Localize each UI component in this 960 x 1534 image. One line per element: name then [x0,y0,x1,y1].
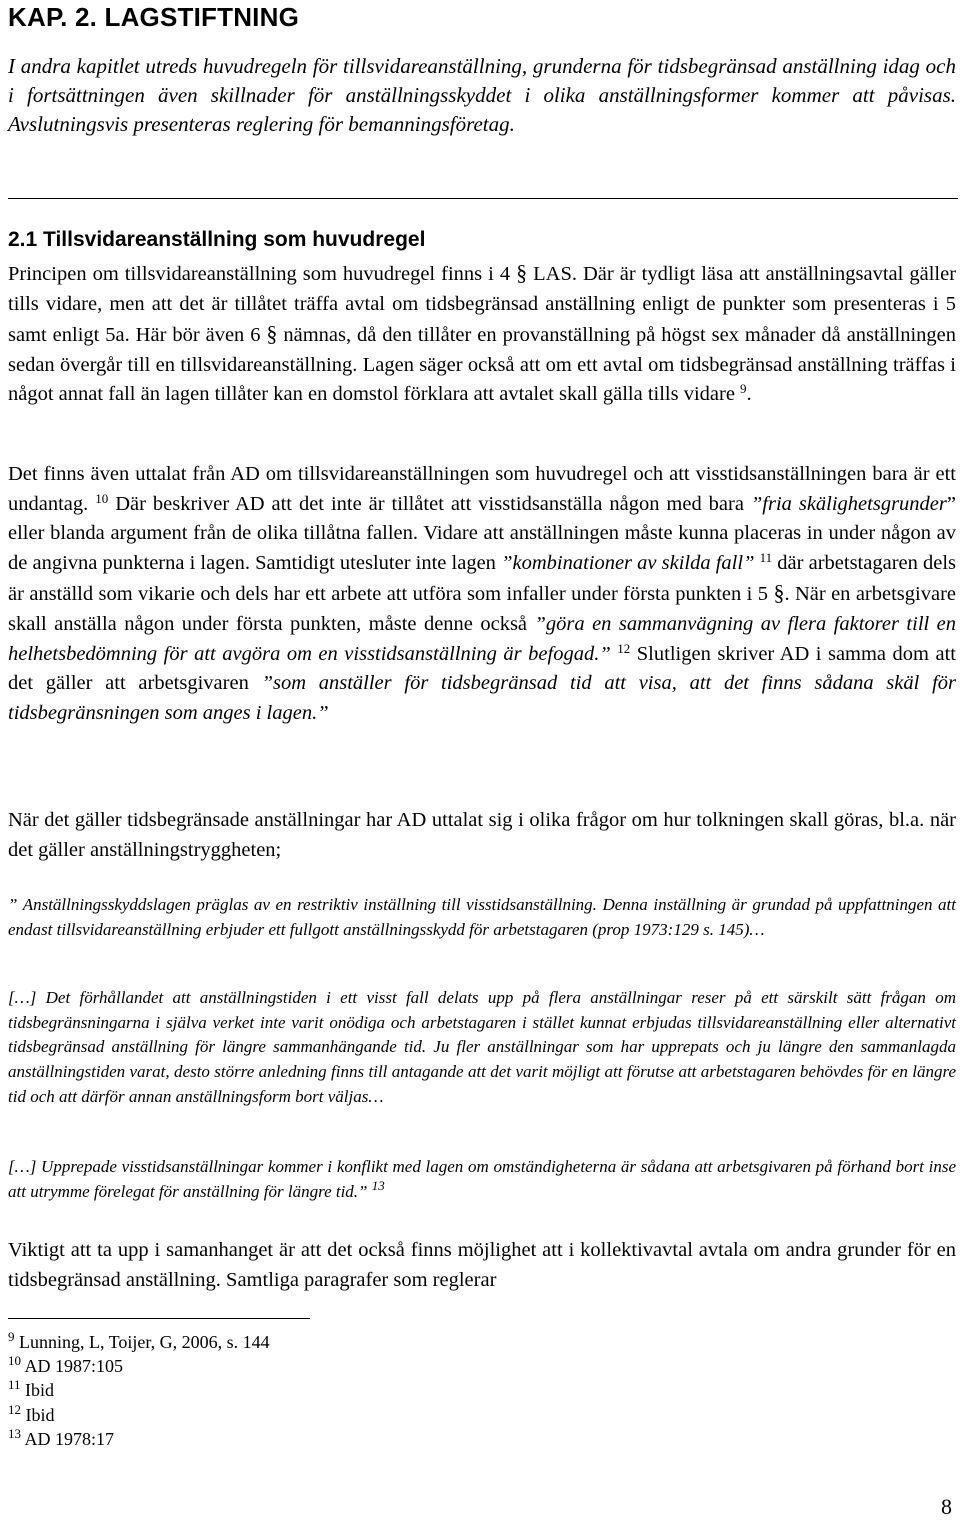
p1-end: . [746,383,752,406]
footnote-text: AD 1978:17 [24,1428,115,1449]
footnote-text: AD 1987:105 [24,1356,124,1377]
footnote-ref-10: 10 [95,490,109,506]
chapter-intro: I andra kapitlet utreds huvudregeln för tillsvidareanställning, grunderna för tidsbegränsad anställning idag och i fortsättningen även skillnader för anställningsskyddet i olika anställningsformer kommer att påvisas. Avslutningsvis presenteras reglering för bemanningsföretag. [8,54,956,136]
footnote-text: Lunning, L, Toijer, G, 2006, s. 144 [19,1332,270,1352]
footnote-number: 10 [8,1353,21,1369]
footnotes [8,1330,270,1451]
footnote [8,1330,270,1354]
footnote-ref-12: 12 [617,640,631,656]
paragraph-ad-statement [8,460,956,728]
p2-text-c: ” eller blanda argument från de olika tillåtna fallen. Vidare att anställningen måste kunna placeras in under någon av de angivna punkterna i lagen. Samtidigt utesluter inte lagen [8,492,956,574]
footnote-separator [8,1318,310,1319]
footnote [8,1403,270,1427]
p2-text-f: Slutligen skriver AD i samma dom att det gäller att arbetsgivaren [8,642,956,695]
footnote-number: 12 [8,1401,21,1417]
p2-quote-kombinationer: ”kombinationer av skilda fall” [501,551,755,574]
section-sign: § [266,321,278,347]
paragraph-principle [8,258,956,410]
footnote-ref-9: 9 [740,381,747,397]
footnote-text: Ibid [25,1404,55,1425]
footnote-number: 13 [8,1425,21,1441]
block-quote-2: […] Det förhållandet att anställningstiden i ett visst fall delats upp på flera anställningar reser på ett särskilt sätt frågan om tidsbegränsningarna i själva verket inte varit onödiga och arbetstagaren i stället kunnat erbjudas tillsvidareanställning eller alternativt tidsbegränsad anställning för längre sammanhängande tid. Ju fler anställningar som har upprepats och ju längre den sammanlagda anställningstiden varat, desto större anledning finns till antagande att det varit möjligt att förutse att arbetstagaren behövdes för en längre tid och att därför annan anställningsform bort väljas… [8,988,956,1106]
p2-text-e: . När en arbetsgivare skall anställa någon under första punkten, måste denne också [8,583,957,635]
footnote-ref-11: 11 [759,549,773,565]
footnote [8,1427,270,1451]
p2-quote-sammanvagning: ”göra en sammanvägning av flera faktorer till en helhetsbedömning för att avgöra om en visstidsanställning är befogad.” [8,612,957,665]
page-number: 8 [941,1494,952,1519]
footnote [8,1354,270,1378]
footnote-number: 11 [8,1377,21,1393]
p2-text-a: Det finns även uttalat från AD om tillsvidareanställningen som huvudregel och att visstidsanställningen bara är ett undantag. [8,463,956,515]
p2-text-d: där arbetstagaren dels är anställd som vikarie och dels har ett arbete att utföra som infaller under första punkten i 5 [8,551,957,606]
footnote [8,1378,270,1402]
footnote-text: Ibid [25,1380,55,1401]
p2-text-b: Där beskriver AD att det inte är tillåtet att visstidsanställa någon med bara [115,492,744,515]
footnote-ref-13: 13 [371,1177,385,1193]
footnote-number: 9 [8,1329,15,1344]
p2-quote-fria: ”fria skälighetsgrunder [750,492,947,515]
p1-text-c: nämnas, då den tillåter en provanställning på högst sex månader då anställningen sedan övergår till en tillsvidareanställning. Lagen säger också att om ett avtal om tidsbegränsad anställning träffas i något annat fall än lagen tillåter kan en domstol förklara att avtalet skall gälla tills vidare [8,324,957,406]
paragraph-interpretation: När det gäller tidsbegränsade anställningar har AD uttalat sig i olika frågor om hur tolkningen skall göras, bl.a. när det gäller anställningstryggheten; [8,809,956,861]
chapter-heading: KAP. 2. LAGSTIFTNING [8,2,299,32]
p1-text-a: Principen om tillsvidareanställning som huvudregel finns i 4 [8,263,511,285]
paragraph-collective-agreement: Viktigt att ta upp i samanhanget är att det också finns möjlighet att i kollektivavtal avtala om andra grunder för en tidsbegränsad anställning. Samtliga paragrafer som reglerar [8,1239,956,1291]
p2-quote-tidsbegransning: ”som anställer för tidsbegränsad tid att visa, att det finns sådana skäl för tidsbegränsningen som anges i lagen.” [8,672,956,724]
horizontal-rule [8,198,958,199]
section-sign: § [516,260,528,285]
block-quote-1: ” Anställningsskyddslagen präglas av en restriktiv inställning till visstidsanställning. Denna inställning är grundad på uppfattningen att endast tillsvidareanställning erbjuder ett fullgott anställningsskydd för arbetstagaren (prop 1973:129 s. 145)… [8,895,956,939]
block-quote-3 [8,1155,956,1204]
section-sign: § [773,580,785,606]
p1-text-b: LAS. Där är tydligt läsa att anställningsavtal gäller tills vidare, men att det är tillåtet träffa avtal om tidsbegränsad anställning enligt de punkter som presenteras i 5 samt enligt 5a. Här bör även 6 [8,263,957,347]
quote3-text: […] Upprepade visstidsanställningar kommer i konflikt med lagen om omständigheterna är sådana att arbetsgivaren på förhand bort inse att utrymme förelegat för anställning för längre tid.” [8,1157,956,1201]
section-title: 2.1 Tillsvidareanställning som huvudregel [8,228,426,251]
